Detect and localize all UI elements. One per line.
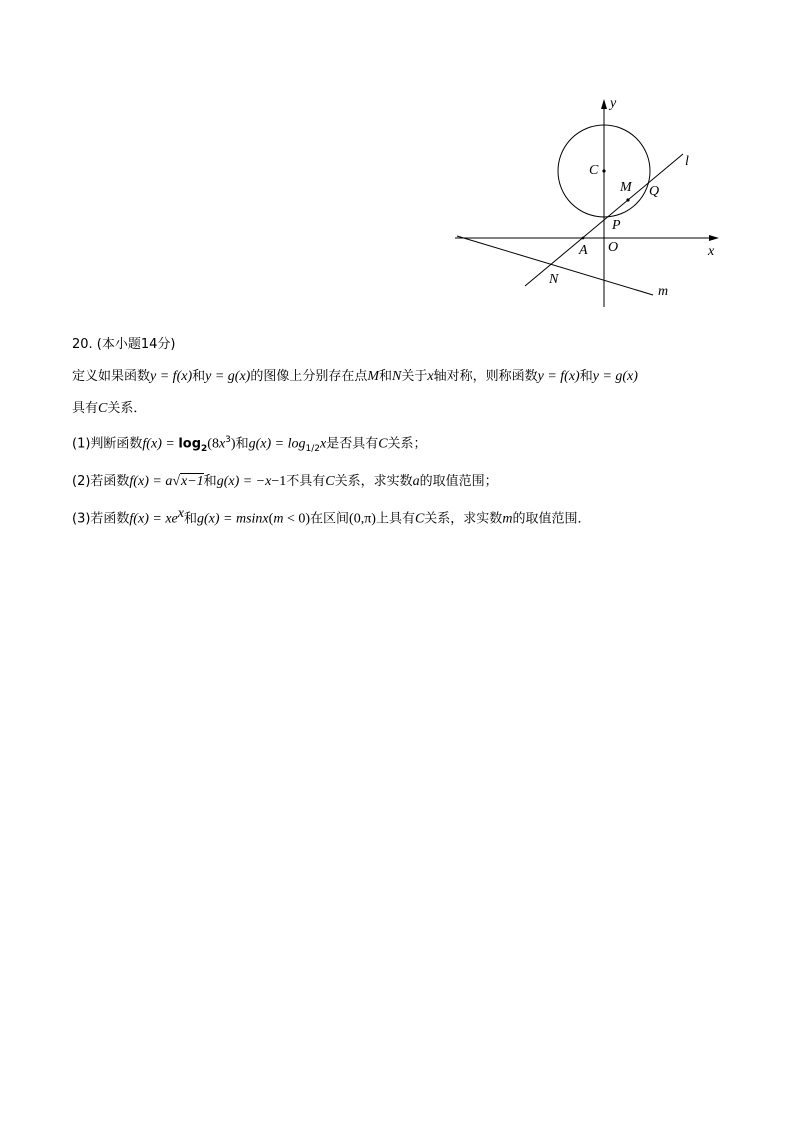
label-m-point: M (620, 180, 632, 195)
center-c-dot (602, 169, 605, 172)
question-1: (1)判断函数$f(x) = \log_2(8x^3)$和$g(x) = \log_{1/2}x$是否具有C关系； (72, 435, 427, 454)
question-3: (3)若函数$f(x) = xe^x$和g(x) = msinx(m < 0)在区间(0,π)上具有C关系，求实数m的取值范围． (72, 506, 591, 527)
label-m-line: m (658, 284, 669, 299)
problem-title: 20. (本小题14分) (72, 337, 176, 352)
coordinate-figure (455, 97, 725, 307)
label-c: C (589, 163, 599, 178)
question-2: (2)若函数f(x) = a√x−1和g(x) = −x−1不具有C关系，求实数a的取值范围； (72, 474, 498, 489)
x-axis-arrow (709, 235, 719, 241)
label-o: O (608, 240, 619, 255)
definition-line-1: 定义如果函数y = f(x)和y = g(x)的图像上分别存在点M和N关于x轴对称，则称函数y = f(x)和y = g(x) (72, 369, 638, 384)
label-l: l (685, 154, 689, 169)
point-a-dot (582, 237, 585, 240)
y-axis-arrow (601, 99, 607, 109)
label-a: A (579, 243, 588, 258)
definition-line-2: 具有C关系． (72, 401, 147, 416)
label-q: Q (649, 184, 660, 199)
label-x: x (708, 244, 715, 259)
label-n: N (549, 272, 559, 287)
label-p: P (612, 218, 621, 233)
label-y: y (610, 96, 617, 111)
point-m-dot (626, 198, 629, 201)
figure-drawing (455, 97, 725, 307)
